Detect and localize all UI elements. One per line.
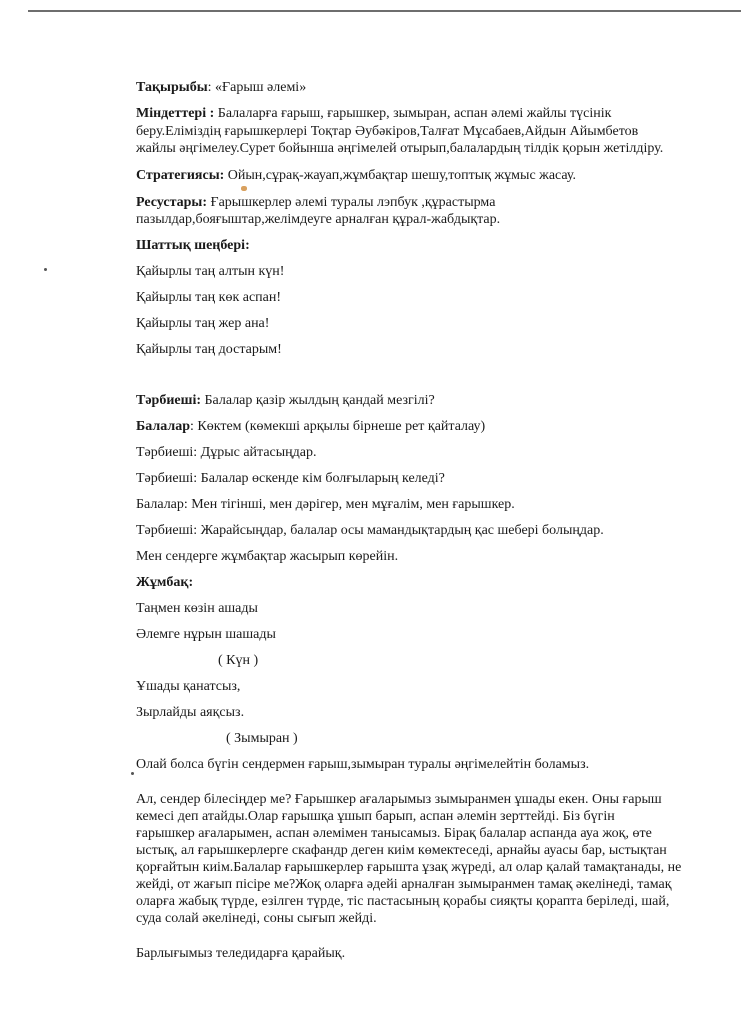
circle-line: Қайырлы таң көк аспан!	[136, 290, 282, 305]
paragraph-line: Ал, сендер білесіңдер ме? Ғарышкер ағаларымыз зымыранмен ұшады екен. Оны ғарыш	[136, 792, 662, 807]
scan-speck	[44, 268, 47, 271]
paragraph-line: қорғайтын киім.Балалар ғарышкерлер ғарышта ұзақ жүреді, ал олар қалай тамақтанады, не	[136, 860, 682, 875]
dialogue-line: Тәрбиеші: Балалар өскенде кім болғыларың келеді?	[136, 471, 445, 486]
riddle-line: Зырлайды аяқсыз.	[136, 705, 245, 720]
topic-line	[136, 80, 306, 96]
tasks-text: Балаларға ғарыш, ғарышкер, зымыран, аспан әлемі жайлы түсінік	[214, 106, 612, 121]
dialogue-line: Мен сендерге жұмбақтар жасырып көрейін.	[136, 549, 399, 564]
paragraph-line: кемесі деп атайды.Олар ғарышқа ұшып барып, аспан әлемін зерттейді. Біз бүгін	[136, 809, 615, 824]
riddle-line: Әлемге нұрын шашады	[136, 627, 276, 642]
topic-text: : «Ғарыш әлемі»	[207, 80, 307, 95]
topic-label: Тақырыбы	[136, 80, 208, 95]
scan-top-rule	[28, 10, 741, 12]
resources-text: Ғарышкерлер әлемі туралы лэпбук ,құрастырма	[207, 195, 496, 210]
dialogue-text: Балалар қазір жылдың қандай мезгілі?	[201, 393, 435, 408]
riddle-answer: ( Зымыран )	[226, 731, 298, 746]
dialogue-line: Балалар: Мен тігінші, мен дәрігер, мен мұғалім, мен ғарышкер.	[136, 497, 515, 512]
speaker-label: Балалар	[136, 419, 190, 434]
paragraph-line: суда солай әкелінеді, соны сығып жейді.	[136, 911, 377, 926]
scan-speck	[131, 772, 134, 775]
riddle-heading: Жұмбақ:	[136, 575, 194, 590]
dialogue-line: Тәрбиеші: Дұрыс айтасыңдар.	[136, 445, 317, 460]
ink-mark	[241, 186, 247, 191]
riddle-line: Ұшады қанатсыз,	[136, 679, 241, 694]
circle-line: Қайырлы таң достарым!	[136, 342, 282, 357]
resources-line: пазылдар,бояғыштар,желімдеуге арналған құрал-жабдықтар.	[136, 212, 501, 227]
circle-line: Қайырлы таң алтын күн!	[136, 264, 285, 279]
resources-line	[136, 195, 495, 211]
paragraph-line: жейді, от жағып пісіре ме?Жоқ оларға әдейі арналған зымыранмен тамақ әкелінеді, тамақ	[136, 877, 672, 892]
dialogue-line	[136, 419, 485, 435]
tasks-line	[136, 106, 611, 122]
dialogue-line: Тәрбиеші: Жарайсыңдар, балалар осы мамандықтардың қас шебері болыңдар.	[136, 523, 604, 538]
strategies-label: Стратегиясы:	[136, 168, 225, 183]
paragraph-line: ғарышкер ағаларымен, аспан әлемімен танысамыз. Бірақ балалар аспанда ауа жоқ, өте	[136, 826, 652, 841]
tasks-line: беру.Еліміздің ғарышкерлері Тоқтар Әубәкіров,Талғат Мұсабаев,Айдын Айымбетов	[136, 124, 639, 139]
dialogue-text: : Көктем (көмекші арқылы бірнеше рет қайталау)	[190, 419, 486, 434]
paragraph-line: оларға жабық түрде, езілген түрде, тіс пастасының қорабы сияқты қорапта беріледі, шай,	[136, 894, 670, 909]
resources-label: Ресустары:	[136, 195, 207, 210]
circle-line: Қайырлы таң жер ана!	[136, 316, 270, 331]
riddle-answer: ( Күн )	[218, 653, 259, 668]
after-riddle-line: Олай болса бүгін сендермен ғарыш,зымыран туралы әңгімелейтін боламыз.	[136, 757, 590, 772]
speaker-label: Тәрбиеші:	[136, 393, 201, 408]
tasks-line: жайлы әңгімелеу.Сурет бойынша әңгімелей отырып,балалардың тілдік қорын жетілдіру.	[136, 141, 664, 156]
riddle-line: Таңмен көзін ашады	[136, 601, 258, 616]
strategies-text: Ойын,сұрақ-жауап,жұмбақтар шешу,топтық жұмыс жасау.	[224, 168, 577, 183]
circle-heading: Шаттық шеңбері:	[136, 238, 250, 253]
dialogue-line	[136, 393, 435, 409]
paragraph-line: ыстық, ал ғарышкерлерге скафандр деген киім көмектеседі, арнайы ауасы бар, ыстықтан	[136, 843, 667, 858]
strategies-line	[136, 168, 576, 184]
tasks-label: Міндеттері :	[136, 106, 215, 121]
closing-line: Барлығымыз теледидарға қарайық.	[136, 946, 346, 961]
